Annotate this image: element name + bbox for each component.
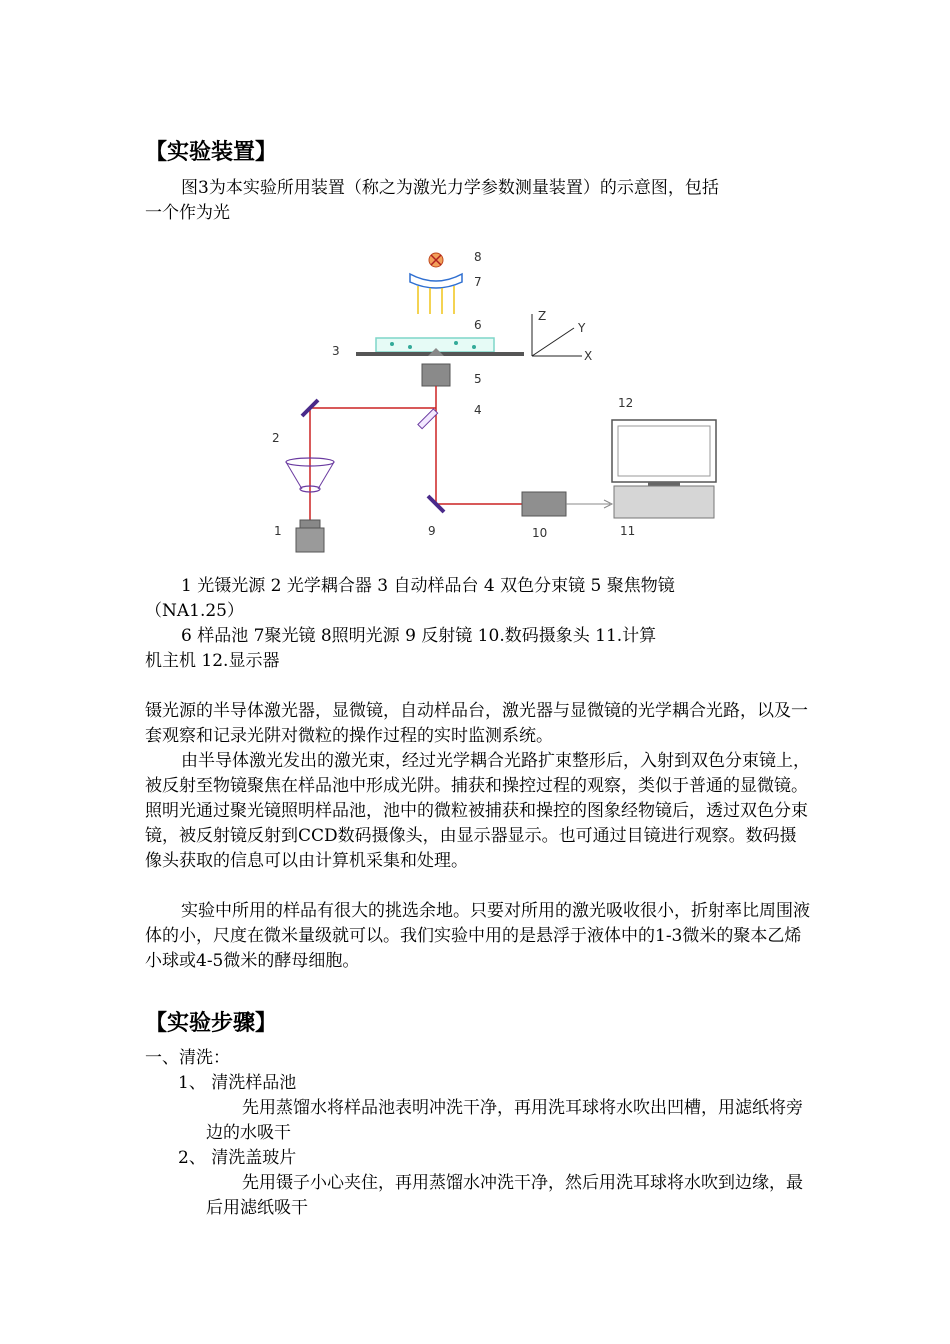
label-2: 2 bbox=[272, 431, 280, 445]
paragraph-3: 实验中所用的样品有很大的挑选余地。只要对所用的激光吸收很小，折射率比周围液体的小，尺度在微米量级就可以。我们实验中用的是悬浮于液体中的1-3微米的聚本乙烯小球或4-5微米的酵母细胞。 bbox=[145, 901, 810, 971]
paragraph-1: 镊光源的半导体激光器，显微镜，自动样品台，激光器与显微镜的光学耦合光路，以及一套观察和记录光阱对微粒的操作过程的实时监测系统。 bbox=[145, 701, 808, 746]
objective-lens bbox=[422, 364, 450, 386]
step-section-title: 一、清洗： bbox=[145, 1048, 230, 1068]
intro-paragraph bbox=[145, 176, 810, 226]
label-1: 1 bbox=[274, 524, 282, 538]
step-1-text: 先用蒸馏水将样品池表明冲洗干净，再用洗耳球将水吹出凹槽，用滤纸将旁边的水吸干 bbox=[206, 1098, 803, 1143]
apparatus-diagram bbox=[260, 244, 760, 559]
label-8: 8 bbox=[474, 250, 482, 264]
step-1-title: 1、 清洗样品池 bbox=[178, 1073, 297, 1093]
label-7: 7 bbox=[474, 275, 482, 289]
label-12: 12 bbox=[618, 396, 634, 410]
caption-line-3: 6 样品池 7聚光镜 8照明光源 9 反射镜 10.数码摄象头 11.计算 bbox=[181, 626, 657, 646]
heading-setup: 【实验装置】 bbox=[145, 140, 278, 165]
step-2-text: 先用镊子小心夹住，再用蒸馏水冲洗干净，然后用洗耳球将水吹到边缘，最后用滤纸吸干 bbox=[206, 1173, 803, 1218]
axis-z-label: Z bbox=[538, 309, 547, 323]
caption-line-1: 1 光镊光源 2 光学耦合器 3 自动样品台 4 双色分束镜 5 聚焦物镜 bbox=[181, 576, 675, 596]
heading-steps: 【实验步骤】 bbox=[145, 1011, 278, 1036]
dichroic-icon bbox=[418, 409, 438, 429]
axis-x-label: X bbox=[584, 349, 593, 363]
step-2-title: 2、 清洗盖玻片 bbox=[178, 1148, 297, 1168]
label-11: 11 bbox=[620, 524, 636, 538]
laser-source bbox=[296, 528, 324, 552]
caption-line-2: （NA1.25） bbox=[145, 601, 245, 621]
caption-line-4: 机主机 12.显示器 bbox=[145, 651, 280, 671]
condenser-icon bbox=[410, 274, 462, 288]
label-6: 6 bbox=[474, 318, 482, 332]
label-9: 9 bbox=[428, 524, 436, 538]
label-10: 10 bbox=[532, 526, 548, 540]
figure-caption bbox=[145, 574, 810, 674]
label-4: 4 bbox=[474, 403, 482, 417]
label-5: 5 bbox=[474, 372, 482, 386]
computer-icon bbox=[614, 486, 714, 518]
label-3: 3 bbox=[332, 344, 340, 358]
intro-line-1: 图3为本实验所用装置（称之为激光力学参数测量装置）的示意图，包括 bbox=[181, 178, 719, 198]
camera-icon bbox=[522, 492, 566, 516]
axis-y-label: Y bbox=[578, 321, 586, 335]
intro-line-2: 一个作为光 bbox=[145, 203, 230, 223]
paragraph-2: 由半导体激光发出的激光束，经过光学耦合光路扩束整形后，入射到双色分束镜上，被反射至物镜聚焦在样品池中形成光阱。捕获和操控过程的观察，类似于普通的显微镜。照明光通过聚光镜照明样品池，池中的微粒被捕获和操控的图象经物镜后，透过双色分束镜，被反射镜反射到CCD数码摄像头，由显示器显示。也可通过目镜进行观察。数码摄像头获取的信息可以由计算机采集和处理。 bbox=[145, 751, 810, 871]
